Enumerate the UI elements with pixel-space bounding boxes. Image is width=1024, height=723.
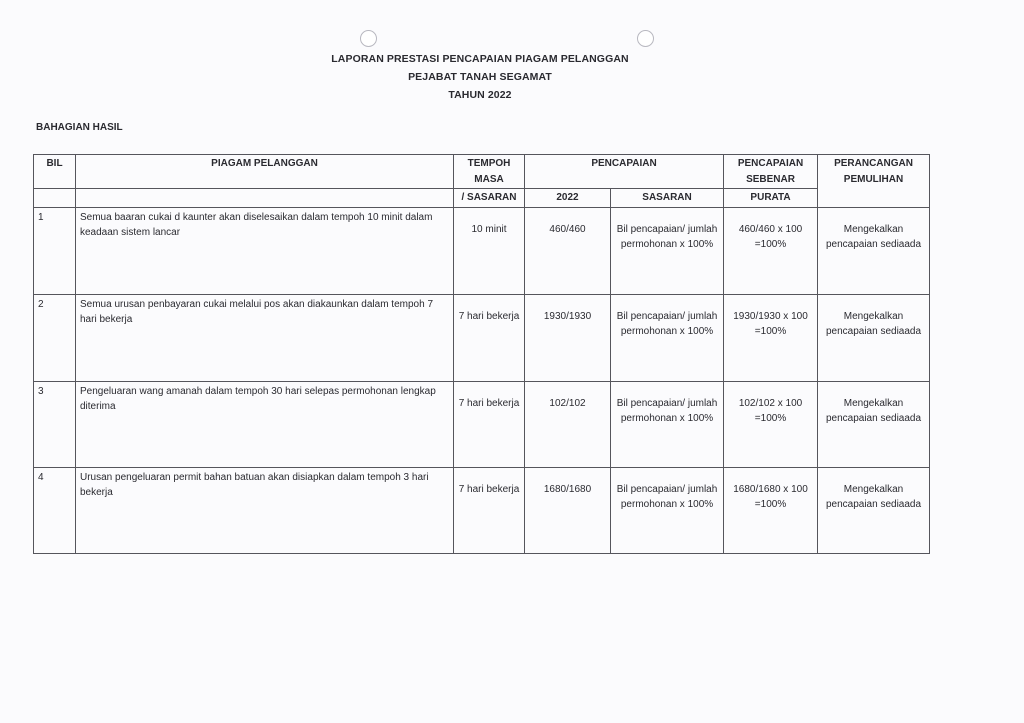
- report-header: [0, 50, 1024, 104]
- section-label: BAHAGIAN HASIL: [36, 122, 123, 133]
- header-bil-spacer: [34, 189, 76, 208]
- header-sebenar-line2: SEBENAR: [746, 173, 795, 185]
- row-tempoh: 7 hari bekerja: [454, 467, 525, 553]
- header-perancangan-line1: PERANCANGAN: [834, 158, 913, 169]
- row-bil: 1: [34, 207, 76, 294]
- table-row: [34, 207, 930, 294]
- performance-table: [33, 154, 930, 554]
- row-perancangan: Mengekalkan pencapaian sediaada: [818, 207, 930, 294]
- header-bil: BIL: [34, 155, 76, 189]
- row-perancangan: Mengekalkan pencapaian sediaada: [818, 294, 930, 381]
- row-perancangan: Mengekalkan pencapaian sediaada: [818, 467, 930, 553]
- row-tahun: 1680/1680: [525, 467, 611, 553]
- table-row: [34, 294, 930, 381]
- header-sebenar-line3: PURATA: [724, 189, 818, 208]
- table-row: [34, 467, 930, 553]
- row-sasaran: Bil pencapaian/ jumlah permohonan x 100%: [611, 381, 724, 467]
- punch-hole-right: [637, 30, 654, 47]
- header-tempoh-line2: MASA: [474, 173, 504, 185]
- row-piagam: Semua baaran cukai d kaunter akan diselesaikan dalam tempoh 10 minit dalam keadaan sistem lancar: [76, 207, 454, 294]
- header-sebenar: [724, 155, 818, 189]
- row-piagam: Pengeluaran wang amanah dalam tempoh 30 hari selepas permohonan lengkap diterima: [76, 381, 454, 467]
- row-sebenar: 1680/1680 x 100 =100%: [724, 467, 818, 553]
- header-tempoh-line3: / SASARAN: [454, 189, 525, 208]
- row-tempoh: 10 minit: [454, 207, 525, 294]
- row-sebenar: 460/460 x 100 =100%: [724, 207, 818, 294]
- office-name: PEJABAT TANAH SEGAMAT: [408, 71, 552, 83]
- header-tempoh: [454, 155, 525, 189]
- header-piagam: PIAGAM PELANGGAN: [76, 155, 454, 189]
- punch-hole-left: [360, 30, 377, 47]
- header-perancangan-line2: PEMULIHAN: [843, 173, 904, 185]
- header-piagam-spacer: [76, 189, 454, 208]
- row-tahun: 460/460: [525, 207, 611, 294]
- row-tahun: 102/102: [525, 381, 611, 467]
- header-sebenar-line1: PENCAPAIAN: [737, 158, 804, 169]
- row-piagam: Semua urusan penbayaran cukai melalui pos akan diakaunkan dalam tempoh 7 hari bekerja: [76, 294, 454, 381]
- row-sebenar: 102/102 x 100 =100%: [724, 381, 818, 467]
- header-year: 2022: [525, 189, 611, 208]
- row-tahun: 1930/1930: [525, 294, 611, 381]
- row-perancangan: Mengekalkan pencapaian sediaada: [818, 381, 930, 467]
- report-title: LAPORAN PRESTASI PENCAPAIAN PIAGAM PELANGGAN: [331, 53, 629, 65]
- header-tempoh-line1: TEMPOH: [467, 158, 511, 169]
- header-pencapaian: PENCAPAIAN: [525, 155, 724, 189]
- row-tempoh: 7 hari bekerja: [454, 294, 525, 381]
- row-sebenar: 1930/1930 x 100 =100%: [724, 294, 818, 381]
- header-sasaran: SASARAN: [611, 189, 724, 208]
- row-sasaran: Bil pencapaian/ jumlah permohonan x 100%: [611, 207, 724, 294]
- row-bil: 4: [34, 467, 76, 553]
- row-bil: 2: [34, 294, 76, 381]
- report-year: TAHUN 2022: [448, 89, 512, 101]
- row-piagam: Urusan pengeluaran permit bahan batuan akan disiapkan dalam tempoh 3 hari bekerja: [76, 467, 454, 553]
- row-sasaran: Bil pencapaian/ jumlah permohonan x 100%: [611, 467, 724, 553]
- row-tempoh: 7 hari bekerja: [454, 381, 525, 467]
- table-row: [34, 381, 930, 467]
- row-bil: 3: [34, 381, 76, 467]
- row-sasaran: Bil pencapaian/ jumlah permohonan x 100%: [611, 294, 724, 381]
- header-perancangan: [818, 155, 930, 208]
